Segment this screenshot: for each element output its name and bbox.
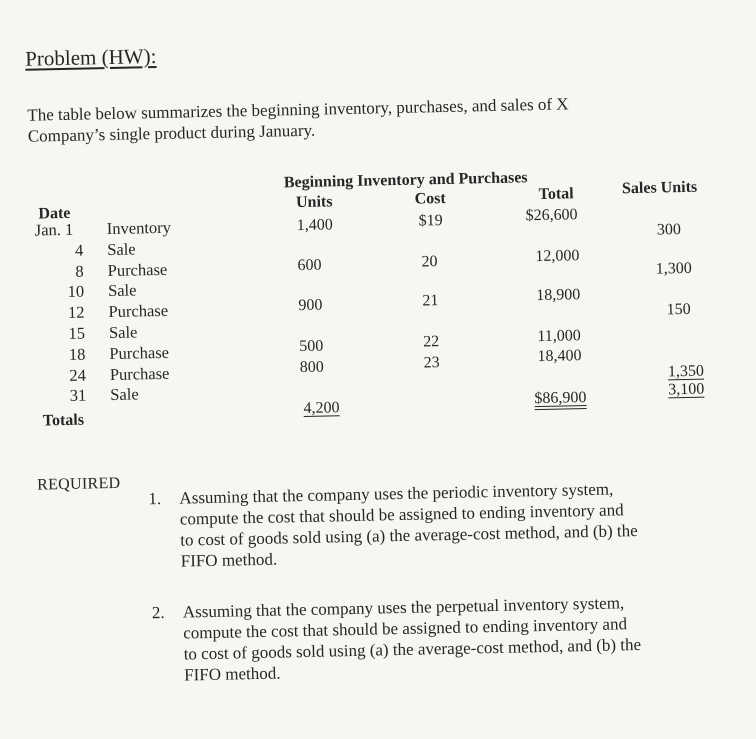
question-line: compute the cost that should be assigned to ending inventory and	[183, 614, 628, 643]
table-row	[35, 239, 172, 263]
group-header: Beginning Inventory and Purchases	[283, 169, 528, 192]
intro-line-1: The table below summarizes the beginning inventory, purchases, and sales of X	[27, 94, 569, 125]
cost-cell: 21	[422, 292, 439, 310]
total-cell: 11,000	[537, 327, 582, 346]
intro-line-2: Company’s single product during January.	[27, 120, 316, 146]
question-line: FIFO method.	[183, 663, 281, 685]
units-cell: 500	[299, 337, 324, 356]
question-number: 1.	[148, 488, 162, 509]
units-cell: 900	[298, 296, 323, 315]
question-line: compute the cost that should be assigned to ending inventory and	[179, 500, 624, 529]
table-row	[38, 363, 175, 387]
header-date: Date	[38, 204, 71, 223]
cost-cell: 20	[421, 253, 438, 271]
row-desc: Purchase	[109, 342, 170, 363]
question-line: Assuming that the company uses the perpetual inventory system,	[182, 593, 625, 622]
header-sales-units: Sales Units	[621, 178, 698, 198]
row-date: 4	[74, 240, 84, 260]
sales-cell: 3,100	[668, 380, 705, 399]
row-desc: Sale	[108, 322, 138, 343]
row-date: 31	[69, 385, 87, 406]
header-cost: Cost	[414, 189, 446, 208]
row-date: 18	[68, 344, 86, 364]
table-row	[35, 259, 172, 283]
problem-title: Problem (HW):	[24, 43, 157, 71]
units-total: 4,200	[303, 399, 340, 417]
table-row	[38, 384, 175, 408]
row-desc: Sale	[107, 239, 136, 259]
table-row	[36, 280, 173, 304]
row-date: 10	[67, 281, 85, 302]
table-row	[36, 301, 173, 325]
required-label: REQUIRED	[36, 474, 121, 494]
units-cell: 800	[299, 358, 324, 377]
header-total: Total	[538, 185, 574, 204]
total-cell: $26,600	[525, 206, 578, 225]
total-cell: 18,400	[537, 347, 582, 366]
table-row	[35, 218, 172, 242]
total-cell: 12,000	[535, 247, 580, 266]
cost-cell: 22	[423, 333, 440, 351]
problem-intro	[27, 93, 569, 146]
date-description-list	[35, 218, 175, 408]
cost-cell: 23	[423, 354, 440, 372]
question-line: Assuming that the company uses the periodic inventory system,	[179, 479, 614, 508]
row-desc: Purchase	[109, 363, 170, 384]
question-line: FIFO method.	[180, 549, 278, 571]
question-1	[148, 477, 710, 579]
row-date: 12	[67, 302, 85, 323]
header-units: Units	[295, 193, 333, 212]
row-desc: Inventory	[106, 217, 172, 239]
question-number: 2.	[151, 602, 165, 623]
sales-cell: 150	[666, 300, 691, 319]
grand-total: $86,900	[534, 389, 587, 408]
sales-cell: 1,350	[667, 362, 705, 381]
units-cell: 600	[297, 256, 322, 275]
table-row	[37, 322, 174, 346]
question-line: to cost of goods sold using (a) the average-cost method, and (b) the	[180, 521, 638, 550]
row-date: 8	[75, 261, 84, 281]
table-row	[37, 342, 174, 366]
row-desc: Sale	[110, 384, 139, 405]
total-cell: 18,900	[536, 286, 581, 305]
question-line: to cost of goods sold using (a) the average-cost method, and (b) the	[183, 634, 642, 664]
row-date: Jan. 1	[34, 219, 74, 240]
row-date: 24	[69, 365, 87, 385]
row-date: 15	[68, 323, 86, 343]
sales-cell: 1,300	[655, 259, 692, 278]
row-desc: Purchase	[107, 259, 168, 280]
cost-cell: $19	[418, 212, 443, 230]
row-desc: Sale	[107, 280, 137, 301]
totals-label: Totals	[42, 411, 85, 430]
units-cell: 1,400	[296, 216, 333, 235]
question-2	[152, 590, 714, 692]
row-desc: Purchase	[108, 300, 169, 322]
sales-cell: 300	[656, 221, 682, 239]
